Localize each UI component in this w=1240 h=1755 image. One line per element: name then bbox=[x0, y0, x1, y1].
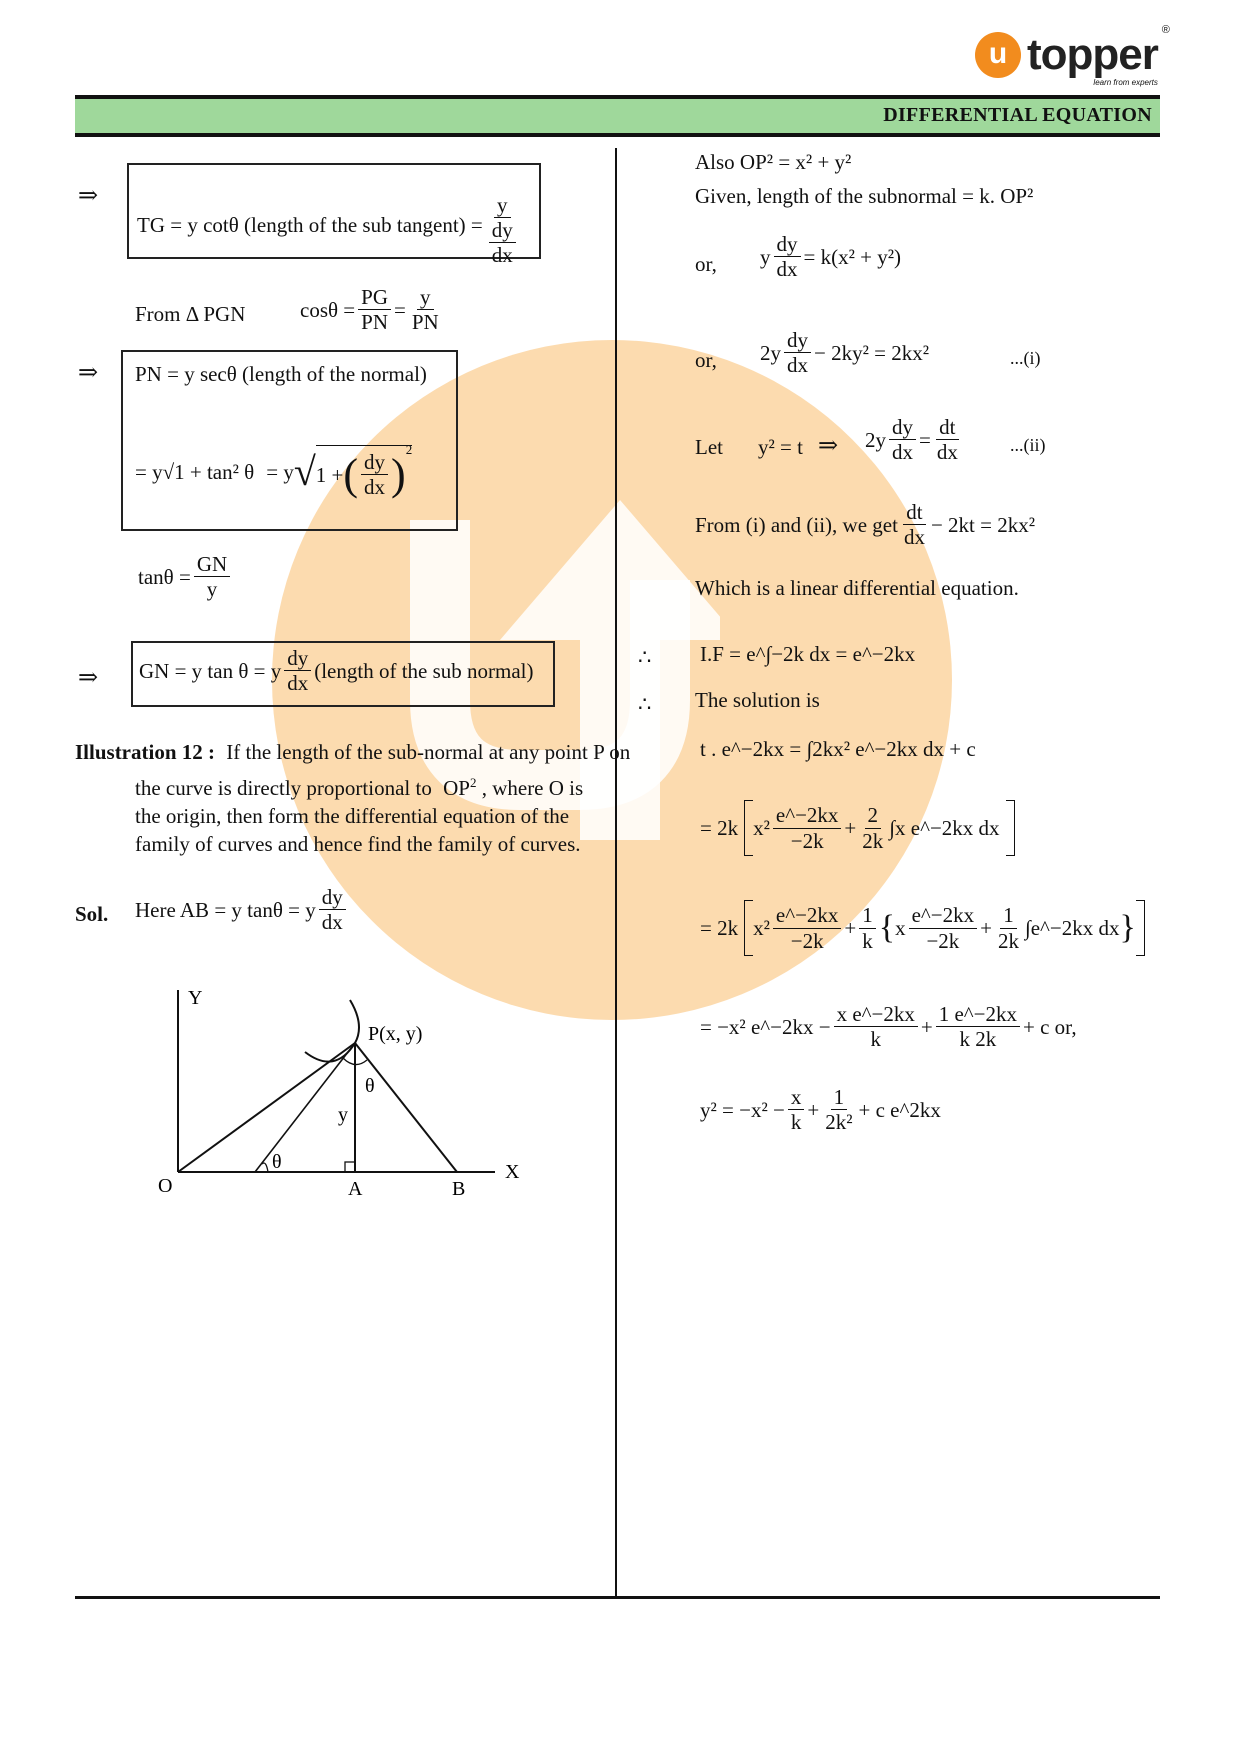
label-origin: O bbox=[158, 1175, 173, 1197]
cos-f2-num: y bbox=[417, 285, 434, 310]
step3-pre: = 2k bbox=[700, 915, 739, 940]
let-n2: dt bbox=[936, 415, 958, 440]
step2-n1: e^−2kx bbox=[773, 803, 842, 828]
step2-x: x² bbox=[753, 815, 770, 840]
illus-line2a: the curve is directly proportional to bbox=[135, 776, 432, 800]
e2-den: dx bbox=[787, 353, 808, 378]
pn-l2a: = y√1 + tan² θ bbox=[135, 460, 255, 485]
illustration-line4: family of curves and hence find the family of curves. bbox=[135, 832, 581, 856]
chapter-title: DIFFERENTIAL EQUATION bbox=[883, 104, 1152, 126]
e2-num: dy bbox=[784, 328, 811, 353]
illustration-label: Illustration 12 : bbox=[75, 740, 216, 764]
therefore-1: ∴ bbox=[638, 645, 652, 669]
label-theta-p: θ bbox=[365, 1075, 375, 1097]
tg-den-den: dx bbox=[491, 243, 513, 268]
step3-d4: 2k bbox=[997, 928, 1019, 953]
final-n2: 1 bbox=[831, 1085, 848, 1110]
illus-sq: 2 bbox=[469, 775, 477, 790]
final-post: + c e^2kx bbox=[858, 1097, 941, 1122]
tan-equation bbox=[138, 552, 233, 601]
pn-dx: dx bbox=[364, 475, 386, 500]
pn-dy: dy bbox=[361, 450, 388, 475]
e2-a: 2y bbox=[760, 340, 781, 365]
let-eq2: = bbox=[919, 427, 931, 452]
tan-den: y bbox=[206, 577, 218, 602]
step-1: t . e^−2kx = ∫2kx² e^−2kx dx + c bbox=[700, 737, 976, 761]
illus-line2b: , where O is bbox=[481, 776, 584, 800]
right-angle-mark bbox=[345, 1162, 355, 1172]
e1-num: dy bbox=[774, 232, 801, 257]
step4-post: + c or, bbox=[1023, 1014, 1077, 1039]
final-pre: y² = −x² − bbox=[700, 1097, 785, 1122]
let-d2: dx bbox=[936, 440, 958, 465]
let-implies: ⇒ bbox=[818, 433, 839, 459]
cos-f1-den: PN bbox=[361, 310, 389, 335]
step4-n1: x e^−2kx bbox=[834, 1002, 918, 1027]
cos-f2-den: PN bbox=[411, 310, 439, 335]
implies-arrow-1: ⇒ bbox=[78, 183, 99, 209]
eq-sub-normal bbox=[760, 232, 901, 281]
step4-n2: 1 e^−2kx bbox=[936, 1002, 1020, 1027]
label-b: B bbox=[452, 1178, 466, 1200]
e1-b: = k(x² + y²) bbox=[803, 244, 902, 269]
label-y-length: y bbox=[338, 1104, 348, 1126]
right-line2: Given, length of the subnormal = k. OP² bbox=[695, 184, 1034, 208]
step-4: = −x² e^−2kx − $\frac{\text{x e\textasciicircum{}−2kx}}{k}$ + $\frac{1 e\^{}-2kx}{k 2k}$ + c or, bbox=[700, 1002, 1077, 1052]
let-label: Let bbox=[695, 435, 723, 459]
tan-num: GN bbox=[194, 552, 230, 577]
illustration-line3: the origin, then form the differential equation of the bbox=[135, 804, 570, 828]
gn-num: dy bbox=[284, 646, 311, 671]
eq-combined bbox=[695, 500, 1035, 549]
final-d2: 2k² bbox=[825, 1110, 853, 1135]
let-d1: dx bbox=[892, 440, 913, 465]
illustration-heading bbox=[75, 740, 630, 764]
cos-lhs: cosθ = bbox=[300, 297, 356, 322]
implies-arrow-3: ⇒ bbox=[78, 665, 99, 691]
eq-ii bbox=[865, 415, 964, 464]
label-y-axis: Y bbox=[188, 987, 203, 1009]
tg-num: y bbox=[494, 193, 511, 218]
step3-d3: −2k bbox=[926, 928, 960, 953]
illus-op: OP bbox=[443, 776, 470, 800]
right-line1: Also OP² = x² + y² bbox=[695, 150, 852, 174]
eq-i bbox=[760, 328, 929, 377]
label-theta-g: θ bbox=[272, 1151, 282, 1173]
step-2 bbox=[700, 800, 1015, 856]
normal-line bbox=[355, 1043, 457, 1172]
gn-box bbox=[131, 641, 555, 707]
step3-d2: k bbox=[862, 928, 873, 953]
step3-x: x² bbox=[753, 915, 770, 940]
curve bbox=[305, 1000, 359, 1062]
sol-num: dy bbox=[319, 885, 346, 910]
brand-tagline: learn from experts bbox=[1093, 78, 1158, 87]
from-b: − 2kt = 2kx² bbox=[930, 512, 1036, 537]
brand-u-icon: u bbox=[975, 32, 1021, 78]
label-point-p: P(x, y) bbox=[368, 1023, 423, 1045]
from-num: dt bbox=[903, 500, 925, 525]
cos-f1-num: PG bbox=[358, 285, 391, 310]
brand-logo bbox=[975, 24, 1170, 87]
step-3: = 2k x² $\frac{e\^{}-2kx}{-2k}$ + $\frac{1}{k}$ { x $\frac{e\^{}-2kx}{-2k}$ + $\frac{1}{2k}$ ∫e^−2kx dx } bbox=[700, 900, 1145, 956]
step3-n3: e^−2kx bbox=[909, 903, 978, 928]
cos-equation: cosθ = $\frac{PG}{PN}$ = $\frac{y}{PN}$ bbox=[300, 285, 445, 334]
from-triangle: From Δ PGN bbox=[135, 302, 246, 326]
pn-line1: PN = y secθ (length of the normal) bbox=[135, 362, 427, 386]
final-d1: k bbox=[790, 1110, 802, 1135]
illustration-line2 bbox=[135, 776, 583, 800]
linear-note: Which is a linear differential equation. bbox=[695, 576, 1019, 600]
gn-den: dx bbox=[287, 671, 309, 696]
e2-b: − 2ky² = 2kx² bbox=[814, 340, 930, 365]
pn-box: PN = y secθ (length of the normal) = y√1 + tan² θ = y √ 1 + ( $\frac{dy}{dx}$ ) 2 bbox=[121, 350, 458, 531]
geometry-diagram bbox=[150, 980, 540, 1200]
step4-d1: k bbox=[870, 1027, 881, 1052]
tag-ii: ...(ii) bbox=[1010, 435, 1046, 455]
step2-n2: 2 bbox=[865, 803, 882, 828]
from-den: dx bbox=[903, 525, 925, 550]
step3-n4: 1 bbox=[1000, 903, 1017, 928]
integrating-factor: I.F = e^∫−2k dx = e^−2kx bbox=[700, 642, 916, 666]
step2-plus: + bbox=[844, 815, 857, 840]
final-solution: y² = −x² − $\frac{x}{k}$ + $\frac{1}{\text{2k²}}$ + c e^2kx bbox=[700, 1085, 941, 1135]
tan-lhs: tanθ = bbox=[138, 564, 191, 589]
brand-name: topper bbox=[1027, 30, 1158, 79]
step2-d1: −2k bbox=[790, 828, 824, 853]
pn-l2b: = y bbox=[266, 460, 294, 485]
let-b: 2y bbox=[865, 427, 886, 452]
tg-lhs: TG = y cotθ (length of the sub tangent) = bbox=[137, 213, 483, 238]
step3-n2: 1 bbox=[859, 903, 876, 928]
step3-n1: e^−2kx bbox=[773, 903, 842, 928]
step4-pre: = −x² e^−2kx − bbox=[700, 1014, 831, 1039]
sol-den: dx bbox=[321, 910, 343, 935]
final-n1: x bbox=[788, 1085, 805, 1110]
solution-is: The solution is bbox=[695, 688, 820, 712]
let-eq: y² = t bbox=[758, 435, 803, 459]
gn-lhs: GN = y tan θ = y bbox=[139, 658, 282, 683]
step4-d2: k 2k bbox=[959, 1027, 997, 1052]
e1-a: y bbox=[760, 244, 771, 269]
column-divider bbox=[615, 148, 617, 1598]
or-2: or, bbox=[695, 348, 717, 372]
solution-equation bbox=[135, 885, 349, 934]
angle-arc-g bbox=[262, 1163, 268, 1172]
step2-d2: 2k bbox=[862, 828, 884, 853]
therefore-2: ∴ bbox=[638, 692, 652, 716]
tag-i: ...(i) bbox=[1010, 348, 1041, 368]
footer-rule bbox=[75, 1596, 1160, 1599]
e1-den: dx bbox=[776, 257, 798, 282]
registered-mark: ® bbox=[1161, 24, 1170, 36]
tg-den-num: dy bbox=[489, 218, 516, 243]
pn-l2c: 1 + bbox=[315, 462, 344, 487]
step2-int: ∫x e^−2kx dx bbox=[889, 815, 1000, 840]
step2-pre: = 2k bbox=[700, 815, 739, 840]
illustration-line1: If the length of the sub-normal at any point P on bbox=[226, 740, 631, 764]
step3-int: ∫e^−2kx dx bbox=[1024, 915, 1120, 940]
or-1: or, bbox=[695, 252, 717, 276]
tg-box bbox=[127, 163, 541, 268]
label-x-axis: X bbox=[505, 1161, 520, 1183]
implies-arrow-2: ⇒ bbox=[78, 360, 99, 386]
gn-rhs: (length of the sub normal) bbox=[314, 658, 534, 683]
from-text: From (i) and (ii), we get bbox=[695, 512, 898, 537]
sol-text: Here AB = y tanθ = y bbox=[135, 897, 316, 922]
header-band bbox=[75, 95, 1160, 137]
let-n1: dy bbox=[889, 415, 916, 440]
step3-d1: −2k bbox=[790, 928, 824, 953]
solution-label: Sol. bbox=[75, 902, 109, 926]
step3-x2: x bbox=[895, 915, 906, 940]
label-a: A bbox=[348, 1178, 363, 1200]
